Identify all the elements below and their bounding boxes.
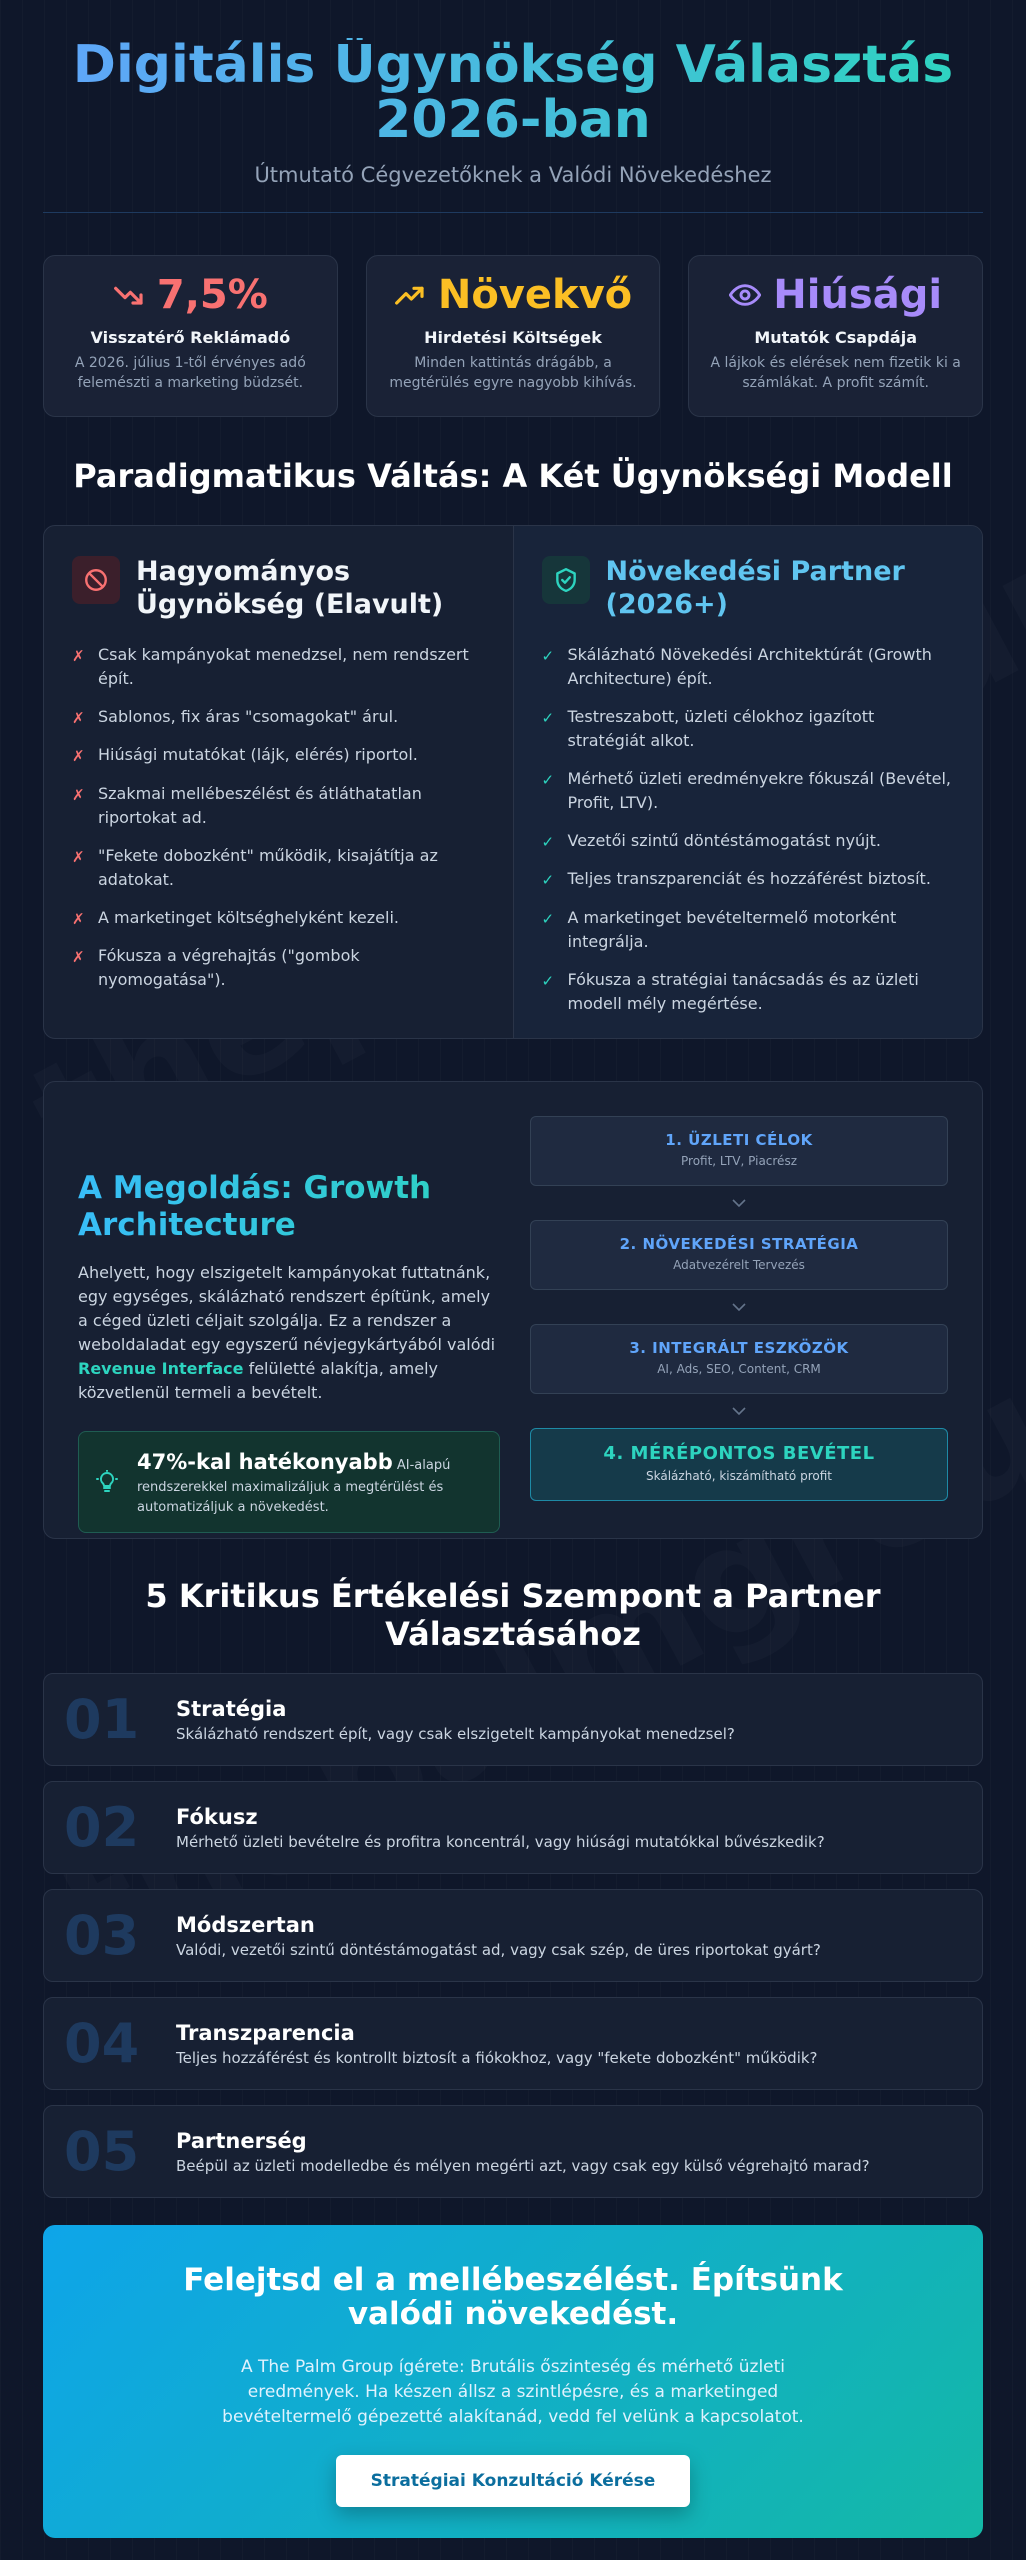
stat-desc: A 2026. július 1-től érvényes adó felemészti a marketing büdzsét. [74,355,306,392]
criteria-item [43,1997,983,2090]
list-item [72,944,485,992]
growth-partner-column [514,526,983,1038]
stat-head [367,272,660,318]
criteria-list [43,1673,983,2198]
criteria-desc: Teljes hozzáférést és kontrollt biztosít a fiókokhoz, vagy "fekete dobozként" működik? [176,2048,818,2067]
chevron-down-icon [530,1394,948,1428]
growth-partner-list [542,643,955,1016]
solution-text-part: felületté alakítja, amely közvetlenül termeli a bevételt. [78,1358,439,1402]
criteria-number: 01 [64,1688,140,1752]
item-text: Teljes transzparenciát és hozzáférést biztosít. [567,869,931,889]
trend-down-icon [113,279,145,311]
item-text: Fókusza a végrehajtás ("gombok nyomogatása"). [98,946,360,990]
page-header [43,0,983,187]
cross-icon: ✗ [72,948,85,967]
highlight-desc: AI-alapú rendszerekkel maximalizáljuk a megtérülést és automatizáljuk a növekedést. [137,1457,451,1516]
page [43,0,983,2538]
list-item [72,844,485,892]
check-icon: ✓ [541,646,555,665]
criteria-item [43,1673,983,1766]
flow-step-4 [530,1428,948,1501]
column-title: Növekedési Partner (2026+) [605,556,905,620]
check-icon: ✓ [541,971,555,990]
call-to-action [43,2225,983,2538]
list-item [72,782,485,830]
item-text: Csak kampányokat menedzsel, nem rendszert épít. [98,644,469,688]
item-text: Skálázható Növekedési Architektúrát (Growth Architecture) épít. [567,644,932,688]
page-title [43,35,983,150]
efficiency-highlight [78,1431,500,1534]
check-icon: ✓ [541,770,555,789]
flow-step-3 [530,1324,948,1394]
item-text: Hiúsági mutatókat (lájk, elérés) riportol. [98,745,418,765]
list-item [72,743,485,768]
criteria-item [43,1889,983,1982]
stat-card-costs [366,255,661,417]
item-text: Mérhető üzleti eredményekre fókuszál (Bevétel, Profit, LTV). [567,768,952,812]
column-header [542,556,955,621]
icon-box [72,556,120,604]
criteria-number: 02 [64,1796,140,1860]
growth-architecture-flow [530,1116,948,1538]
stat-card-tax [43,255,338,417]
highlight-value: 47%-kal hatékonyabb [137,1449,393,1474]
item-text: Szakmai mellébeszélést és átláthatatlan riportokat ad. [98,783,422,827]
criteria-item [43,2105,983,2198]
check-icon: ✓ [541,909,555,928]
step-subtitle: Profit, LTV, Piacrész [681,1154,797,1169]
chevron-down-icon [530,1186,948,1220]
cross-icon: ✗ [72,847,85,866]
item-text: A marketinget költséghelyként kezeli. [98,907,399,927]
stat-label: Mutatók Csapdája [754,328,917,348]
item-text: Sablonos, fix áras "csomagokat" árul. [98,706,399,726]
stat-head [44,272,337,318]
stats-row [43,255,983,417]
solution-text-block [78,1116,500,1538]
list-item [542,968,955,1016]
stat-head [689,272,982,318]
step-title: 2. NÖVEKEDÉSI STRATÉGIA [619,1235,859,1254]
check-icon: ✓ [541,708,555,727]
list-item [72,705,485,730]
item-text: A marketinget bevételtermelő motorként integrálja. [567,907,897,951]
criteria-title-text: Stratégia [176,1696,287,1721]
criteria-number: 04 [64,2012,140,2076]
stat-label: Hirdetési Költségek [424,328,602,348]
shield-check-icon [553,567,579,593]
solution-section [43,1081,983,1539]
step-subtitle: Adatvezérelt Tervezés [673,1258,805,1273]
list-item [542,906,955,954]
icon-box [542,556,590,604]
criteria-item [43,1781,983,1874]
solution-description [78,1261,500,1405]
criteria-body [176,1805,825,1851]
criteria-body [176,1697,735,1743]
cross-icon: ✗ [72,785,85,804]
criteria-desc: Valódi, vezetői szintű döntéstámogatást ad, vagy csak szép, de üres riportokat gyárt? [176,1940,821,1959]
solution-text-part: Ahelyett, hogy elszigetelt kampányokat futtatnánk, egy egységes, skálázható rendszert építünk, amely a céged üzleti céljait szolgálja. Ez a rendszer a weboldaladat egy egyszerű névjegykártyából valódi [78,1262,496,1354]
list-item [542,705,955,753]
criteria-title-text: Módszertan [176,1912,315,1937]
criteria-title-text: Fókusz [176,1804,258,1829]
list-item [542,767,955,815]
cross-icon: ✗ [72,909,85,928]
title-line-2: 2026-ban [375,89,651,150]
column-title: Hagyományos Ügynökség (Elavult) [136,556,444,620]
check-icon: ✓ [541,832,555,851]
step-title: 4. MÉRÉPONTOS BEVÉTEL [603,1443,875,1465]
cross-icon: ✗ [72,646,85,665]
step-subtitle: Skálázható, kiszámítható profit [646,1469,832,1484]
ban-icon [83,567,109,593]
stat-card-vanity [688,255,983,417]
flow-step-2 [530,1220,948,1290]
cross-icon: ✗ [72,708,85,727]
trend-up-icon [394,279,426,311]
criteria-desc: Beépül az üzleti modelledbe és mélyen megérti azt, vagy csak egy külső végrehajtó marad? [176,2156,870,2175]
consultation-request-button[interactable]: Stratégiai Konzultáció Kérése [336,2455,690,2507]
criteria-body [176,2129,870,2175]
step-subtitle: AI, Ads, SEO, Content, CRM [657,1362,821,1377]
criteria-body [176,2021,818,2067]
criteria-body [176,1913,821,1959]
criteria-desc: Skálázható rendszert épít, vagy csak elszigetelt kampányokat menedzsel? [176,1724,735,1743]
cta-title: Felejtsd el a mellébeszélést. Építsünk valódi növekedést. [183,2262,843,2333]
title-line-1: Digitális Ügynökség Választás [72,35,954,95]
chevron-down-icon [530,1290,948,1324]
revenue-interface-highlight: Revenue Interface [78,1358,244,1378]
criteria-number: 05 [64,2120,140,2184]
stat-desc: A lájkok és elérések nem fizetik ki a számlákat. A profit számít. [710,355,961,392]
stat-desc: Minden kattintás drágább, a megtérülés egyre nagyobb kihívás. [389,355,637,392]
cta-text: A The Palm Group ígérete: Brutális őszinteség és mérhető üzleti eredmények. Ha készen állsz a szintlépésre, és a marketinged bevételtermelő gépezetté alakítanád, vedd fel velünk a kapcsolatot. [222,2357,804,2427]
criteria-number: 03 [64,1904,140,1968]
model-comparison [43,525,983,1039]
check-icon: ✓ [541,871,555,890]
item-text: "Fekete dobozként" működik, kisajátítja az adatokat. [98,845,438,889]
flow-step-1 [530,1116,948,1186]
stat-value: 7,5% [156,272,268,319]
stat-value: Hiúsági [773,272,943,319]
criteria-title: 5 Kritikus Értékelési Szempont a Partner Választásához [145,1577,881,1654]
stat-label: Visszatérő Reklámadó [90,328,291,348]
header-divider [43,212,983,213]
solution-title: A Megoldás: Growth Architecture [78,1170,500,1244]
traditional-list [72,643,485,993]
column-header [72,556,485,621]
cross-icon: ✗ [72,747,85,766]
highlight-text [137,1446,483,1519]
paradigm-title: Paradigmatikus Váltás: A Két Ügynökségi Modell [73,457,953,496]
eye-icon [729,279,761,311]
step-title: 3. INTEGRÁLT ESZKÖZÖK [629,1339,849,1358]
page-subtitle: Útmutató Cégvezetőknek a Valódi Növekedéshez [254,163,772,188]
list-item [542,643,955,691]
list-item [72,643,485,691]
list-item [542,867,955,892]
item-text: Testreszabott, üzleti célokhoz igazított stratégiát alkot. [567,706,875,750]
item-text: Fókusza a stratégiai tanácsadás és az üzleti modell mély megértése. [567,969,919,1013]
lightbulb-icon [95,1470,119,1494]
stat-value: Növekvő [437,272,633,319]
list-item [542,829,955,854]
criteria-desc: Mérhető üzleti bevételre és profitra koncentrál, vagy hiúsági mutatókkal bűvészkedik? [176,1832,825,1851]
traditional-agency-column [44,526,514,1038]
list-item [72,906,485,931]
criteria-title-text: Transzparencia [176,2020,355,2045]
criteria-title-text: Partnerség [176,2128,307,2153]
step-title: 1. ÜZLETI CÉLOK [665,1131,813,1150]
item-text: Vezetői szintű döntéstámogatást nyújt. [567,830,881,850]
